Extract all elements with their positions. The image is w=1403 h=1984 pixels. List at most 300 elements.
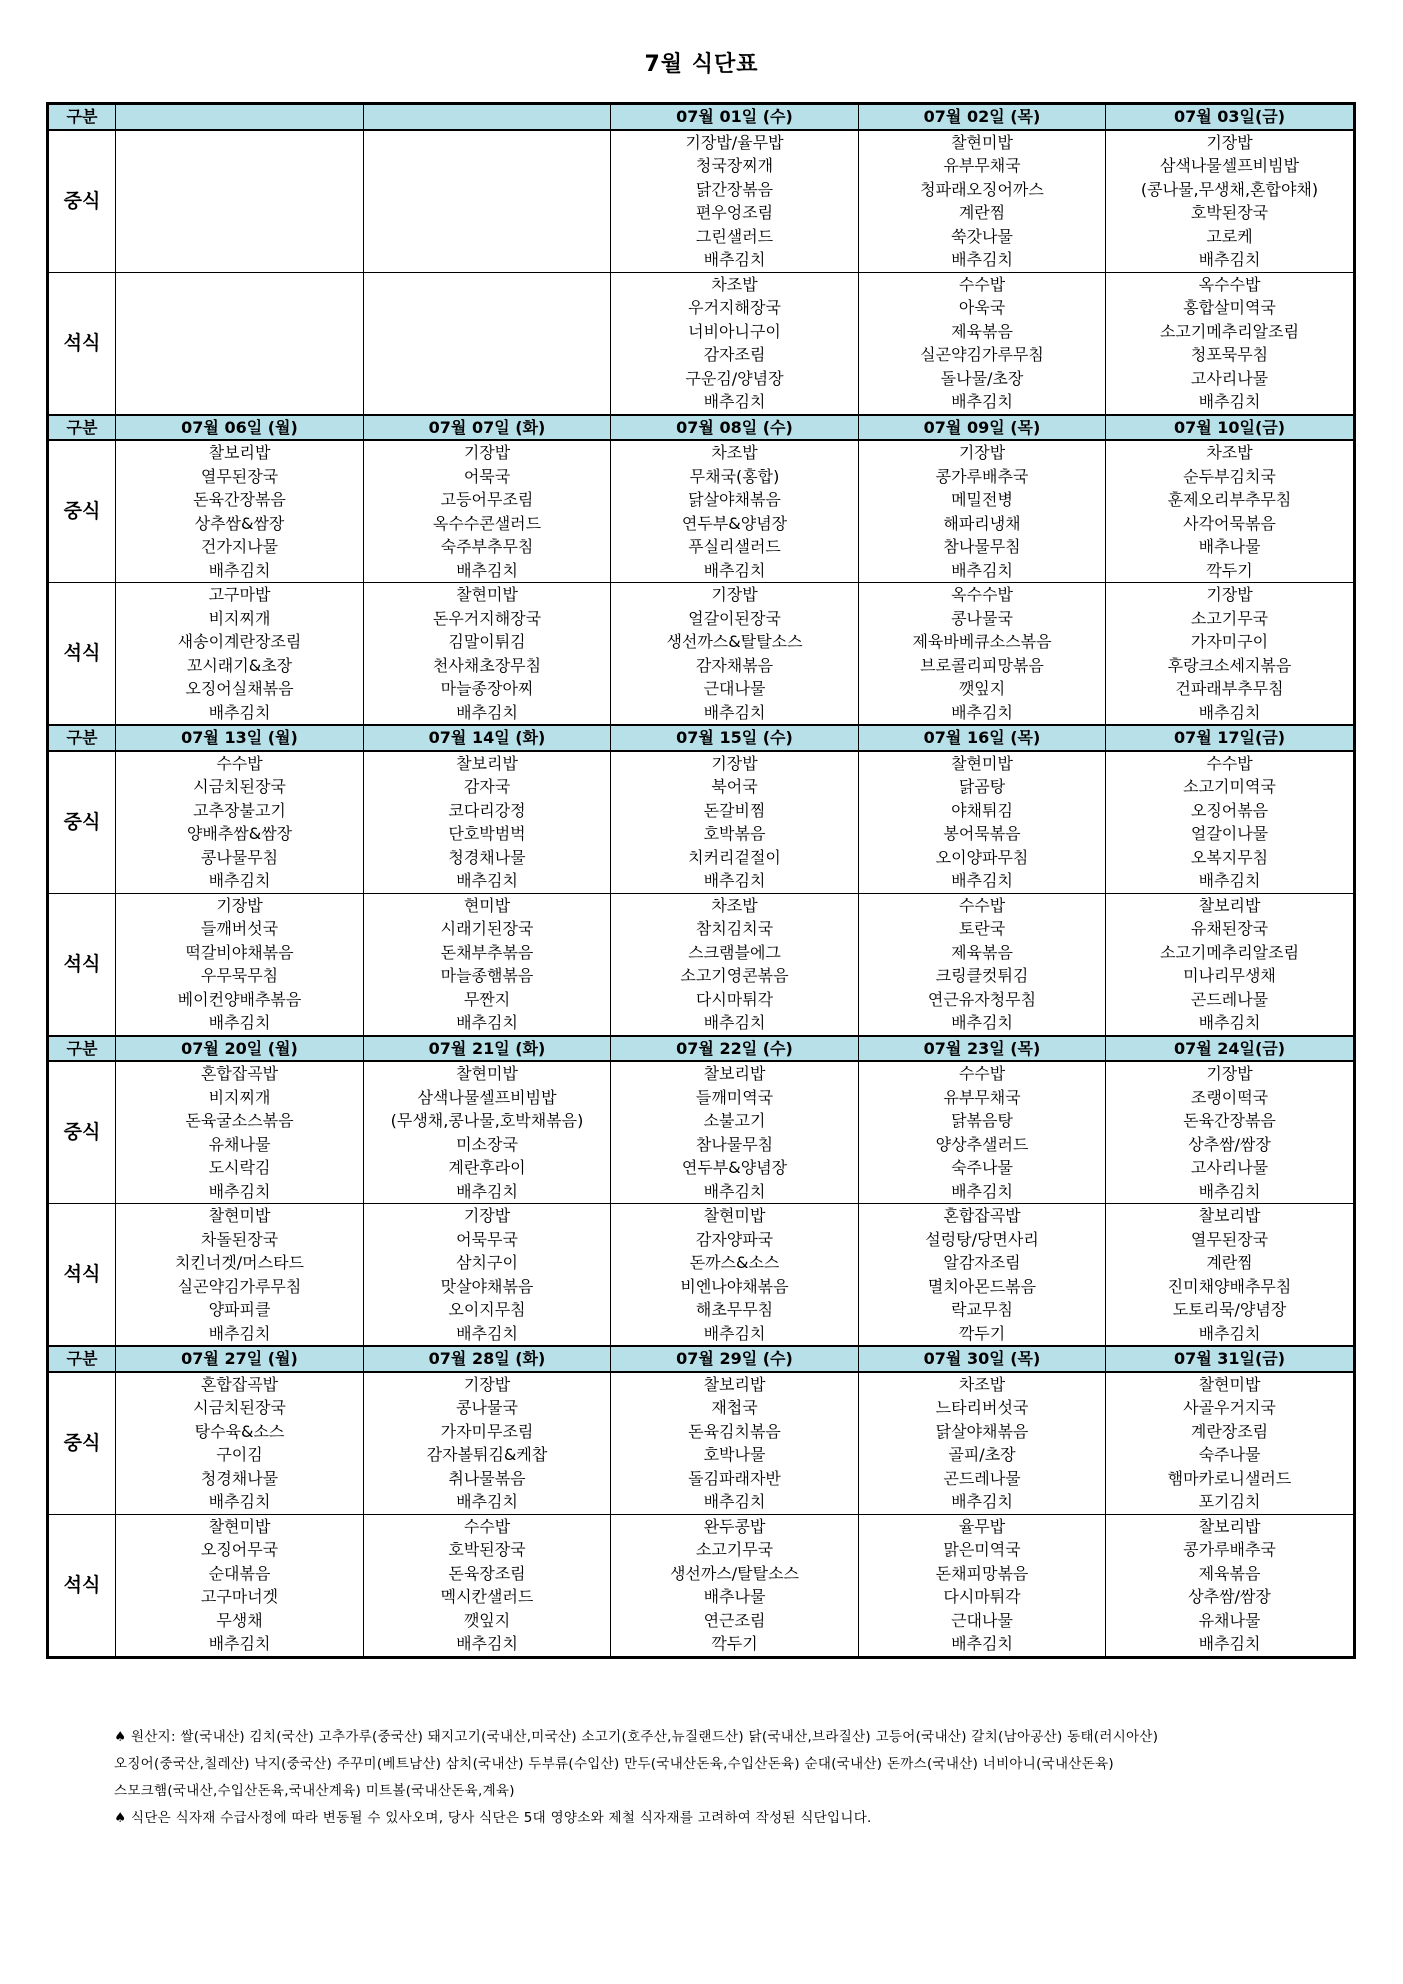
menu-item: 콩나물국 bbox=[364, 1396, 611, 1420]
menu-item bbox=[116, 178, 364, 202]
menu-item: 배추김치 bbox=[611, 1322, 859, 1347]
menu-item: 어묵국 bbox=[364, 465, 611, 489]
menu-item: 배추김치 bbox=[364, 701, 611, 726]
menu-item: 유부무채국 bbox=[859, 1086, 1106, 1110]
menu-item: (무생채,콩나물,호박채볶음) bbox=[364, 1109, 611, 1133]
menu-item: 제육볶음 bbox=[859, 320, 1106, 344]
menu-item: 실곤약김가루무침 bbox=[116, 1275, 364, 1299]
menu-item: 가자미구이 bbox=[1106, 630, 1355, 654]
menu-item: 돈까스&소스 bbox=[611, 1251, 859, 1275]
menu-item: 무짠지 bbox=[364, 988, 611, 1012]
menu-item: 수수밥 bbox=[859, 1061, 1106, 1086]
menu-item: 들깨버섯국 bbox=[116, 917, 364, 941]
menu-row bbox=[48, 320, 1355, 344]
menu-item bbox=[364, 320, 611, 344]
menu-item: 코다리강정 bbox=[364, 799, 611, 823]
menu-item: 시금치된장국 bbox=[116, 1396, 364, 1420]
menu-item: 돌나물/초장 bbox=[859, 367, 1106, 391]
menu-item: 오징어실채볶음 bbox=[116, 677, 364, 701]
menu-item: 배추김치 bbox=[611, 1180, 859, 1204]
menu-item: 열무된장국 bbox=[1106, 1228, 1355, 1252]
menu-item: 깻잎지 bbox=[364, 1609, 611, 1633]
menu-item: 찰보리밥 bbox=[1106, 1514, 1355, 1538]
menu-item: 아욱국 bbox=[859, 296, 1106, 320]
menu-item: 호박된장국 bbox=[1106, 201, 1355, 225]
menu-item: 참나물무침 bbox=[859, 535, 1106, 559]
menu-item: 수수밥 bbox=[364, 1514, 611, 1538]
menu-item: 율무밥 bbox=[859, 1514, 1106, 1538]
menu-item: 배추김치 bbox=[859, 1490, 1106, 1514]
menu-item: 사각어묵볶음 bbox=[1106, 512, 1355, 536]
menu-item: 호박된장국 bbox=[364, 1538, 611, 1562]
menu-row bbox=[48, 941, 1355, 965]
menu-item: 상추쌈/쌈장 bbox=[1106, 1585, 1355, 1609]
menu-item: 기장밥 bbox=[364, 1372, 611, 1397]
menu-item: 기장밥 bbox=[364, 440, 611, 465]
menu-item bbox=[364, 130, 611, 155]
menu-row bbox=[48, 1562, 1355, 1586]
menu-item: 돈육장조림 bbox=[364, 1562, 611, 1586]
date-header: 07월 23일 (목) bbox=[859, 1036, 1106, 1062]
menu-row bbox=[48, 1298, 1355, 1322]
menu-item: 돈갈비찜 bbox=[611, 799, 859, 823]
menu-item: 배추김치 bbox=[611, 701, 859, 726]
menu-item: 천사채초장무침 bbox=[364, 654, 611, 678]
menu-item bbox=[364, 343, 611, 367]
menu-item: 연두부&양념장 bbox=[611, 512, 859, 536]
menu-item: 맑은미역국 bbox=[859, 1538, 1106, 1562]
menu-item: 포기김치 bbox=[1106, 1490, 1355, 1514]
menu-item: 곤드레나물 bbox=[1106, 988, 1355, 1012]
menu-item: 배추나물 bbox=[611, 1585, 859, 1609]
menu-item: 김말이튀김 bbox=[364, 630, 611, 654]
menu-item: 숙주부추무침 bbox=[364, 535, 611, 559]
menu-item: 유부무채국 bbox=[859, 154, 1106, 178]
menu-item: 콩가루배추국 bbox=[1106, 1538, 1355, 1562]
menu-item: 혼합잡곡밥 bbox=[859, 1204, 1106, 1228]
menu-item bbox=[364, 296, 611, 320]
menu-item: 골피/초장 bbox=[859, 1443, 1106, 1467]
menu-item: 다시마튀각 bbox=[611, 988, 859, 1012]
menu-item: 계란후라이 bbox=[364, 1156, 611, 1180]
menu-item: 해파리냉채 bbox=[859, 512, 1106, 536]
menu-item: 배추김치 bbox=[611, 248, 859, 272]
menu-item: 기장밥 bbox=[1106, 583, 1355, 607]
menu-item: 고구마밥 bbox=[116, 583, 364, 607]
menu-item: 옥수수밥 bbox=[1106, 272, 1355, 296]
menu-item: 상추쌈/쌈장 bbox=[1106, 1133, 1355, 1157]
menu-item: 찰현미밥 bbox=[859, 130, 1106, 155]
week-header-row bbox=[48, 1346, 1355, 1372]
menu-item: 그린샐러드 bbox=[611, 225, 859, 249]
menu-row bbox=[48, 1133, 1355, 1157]
menu-item: 돈채부추볶음 bbox=[364, 941, 611, 965]
menu-item: 실곤약김가루무침 bbox=[859, 343, 1106, 367]
menu-item: 배추김치 bbox=[1106, 248, 1355, 272]
date-header: 07월 28일 (화) bbox=[364, 1346, 611, 1372]
menu-item: 수수밥 bbox=[859, 272, 1106, 296]
menu-item: 돈채피망볶음 bbox=[859, 1562, 1106, 1586]
menu-item: 깍두기 bbox=[859, 1322, 1106, 1347]
date-header bbox=[116, 104, 364, 130]
menu-item: 근대나물 bbox=[611, 677, 859, 701]
menu-item bbox=[364, 178, 611, 202]
menu-item: 돈육간장볶음 bbox=[1106, 1109, 1355, 1133]
date-header: 07월 29일 (수) bbox=[611, 1346, 859, 1372]
menu-item bbox=[364, 248, 611, 272]
menu-item: 배추김치 bbox=[1106, 1011, 1355, 1036]
menu-item bbox=[116, 201, 364, 225]
menu-item: 푸실리샐러드 bbox=[611, 535, 859, 559]
menu-item: 닭볶음탕 bbox=[859, 1109, 1106, 1133]
menu-item: 찰보리밥 bbox=[1106, 893, 1355, 917]
menu-item: 순두부김치국 bbox=[1106, 465, 1355, 489]
menu-item: 닭살야채볶음 bbox=[859, 1420, 1106, 1444]
menu-row bbox=[48, 1204, 1355, 1228]
menu-item: 찰보리밥 bbox=[1106, 1204, 1355, 1228]
menu-row bbox=[48, 677, 1355, 701]
menu-item: 소불고기 bbox=[611, 1109, 859, 1133]
menu-item: 찰현미밥 bbox=[116, 1204, 364, 1228]
menu-item: 찰보리밥 bbox=[611, 1372, 859, 1397]
menu-item: 깍두기 bbox=[1106, 559, 1355, 583]
menu-item: 찰현미밥 bbox=[364, 583, 611, 607]
lunch-label: 중식 bbox=[48, 751, 116, 894]
menu-item: 취나물볶음 bbox=[364, 1467, 611, 1491]
menu-item: 훈제오리부추무침 bbox=[1106, 488, 1355, 512]
week-header-row bbox=[48, 415, 1355, 441]
menu-item: 햄마카로니샐러드 bbox=[1106, 1467, 1355, 1491]
menu-item: 기장밥 bbox=[116, 893, 364, 917]
menu-item: 배추김치 bbox=[1106, 1180, 1355, 1204]
menu-item: 편우엉조림 bbox=[611, 201, 859, 225]
menu-item: 양상추샐러드 bbox=[859, 1133, 1106, 1157]
menu-item: 배추김치 bbox=[859, 701, 1106, 726]
menu-item: 마늘종햄볶음 bbox=[364, 964, 611, 988]
menu-item: 청파래오징어까스 bbox=[859, 178, 1106, 202]
menu-item: 조랭이떡국 bbox=[1106, 1086, 1355, 1110]
date-header: 07월 30일 (목) bbox=[859, 1346, 1106, 1372]
menu-item: 감자양파국 bbox=[611, 1228, 859, 1252]
menu-item: 찰현미밥 bbox=[1106, 1372, 1355, 1397]
menu-item: 차조밥 bbox=[1106, 440, 1355, 465]
header-label: 구분 bbox=[48, 725, 116, 751]
menu-item: 홍합살미역국 bbox=[1106, 296, 1355, 320]
menu-item: 배추김치 bbox=[364, 1011, 611, 1036]
menu-item: 감자볼튀김&케찹 bbox=[364, 1443, 611, 1467]
menu-item: 브로콜리피망볶음 bbox=[859, 654, 1106, 678]
menu-item: 청국장찌개 bbox=[611, 154, 859, 178]
menu-item: 생선까스/탈탈소스 bbox=[611, 1562, 859, 1586]
origin-note-line: ♠ 원산지: 쌀(국내산) 김치(국산) 고추가루(중국산) 돼지고기(국내산,미국산) 소고기(호주산,뉴질랜드산) 닭(국내산,브라질산) 고등어(국내산) 갈치(남아공산) 동태(러시아산) bbox=[114, 1729, 1159, 1745]
menu-item: 진미채양배추무침 bbox=[1106, 1275, 1355, 1299]
menu-item: 오징어볶음 bbox=[1106, 799, 1355, 823]
menu-item: 닭간장볶음 bbox=[611, 178, 859, 202]
menu-row bbox=[48, 559, 1355, 583]
menu-item: 소고기메추리알조림 bbox=[1106, 320, 1355, 344]
menu-item: 후랑크소세지볶음 bbox=[1106, 654, 1355, 678]
header-label: 구분 bbox=[48, 1346, 116, 1372]
menu-item: 무채국(홍합) bbox=[611, 465, 859, 489]
menu-item: 콩나물무침 bbox=[116, 846, 364, 870]
menu-row bbox=[48, 225, 1355, 249]
menu-item: 기장밥 bbox=[1106, 1061, 1355, 1086]
menu-item: 찰보리밥 bbox=[116, 440, 364, 465]
menu-item: 계란찜 bbox=[859, 201, 1106, 225]
date-header bbox=[364, 104, 611, 130]
menu-item: 구운김/양념장 bbox=[611, 367, 859, 391]
menu-item: 연근조림 bbox=[611, 1609, 859, 1633]
menu-item: 제육볶음 bbox=[1106, 1562, 1355, 1586]
menu-item: 곤드레나물 bbox=[859, 1467, 1106, 1491]
menu-item: 현미밥 bbox=[364, 893, 611, 917]
menu-item: 열무된장국 bbox=[116, 465, 364, 489]
menu-item: 오복지무침 bbox=[1106, 846, 1355, 870]
menu-item: 소고기미역국 bbox=[1106, 775, 1355, 799]
menu-row bbox=[48, 272, 1355, 296]
menu-row bbox=[48, 465, 1355, 489]
date-header: 07월 02일 (목) bbox=[859, 104, 1106, 130]
menu-row bbox=[48, 1420, 1355, 1444]
menu-item: 차조밥 bbox=[611, 440, 859, 465]
menu-item: 계란장조림 bbox=[1106, 1420, 1355, 1444]
menu-item: 삼치구이 bbox=[364, 1251, 611, 1275]
menu-item: 도시락김 bbox=[116, 1156, 364, 1180]
menu-item: 건파래부추무침 bbox=[1106, 677, 1355, 701]
menu-item: 콩가루배추국 bbox=[859, 465, 1106, 489]
menu-row bbox=[48, 1490, 1355, 1514]
menu-item: 배추김치 bbox=[611, 559, 859, 583]
date-header: 07월 13일 (월) bbox=[116, 725, 364, 751]
menu-row bbox=[48, 1514, 1355, 1538]
menu-item: 스크램블에그 bbox=[611, 941, 859, 965]
menu-row bbox=[48, 775, 1355, 799]
menu-item: 혼합잡곡밥 bbox=[116, 1061, 364, 1086]
menu-row bbox=[48, 1011, 1355, 1036]
week-header-row bbox=[48, 104, 1355, 130]
menu-item bbox=[116, 248, 364, 272]
menu-row bbox=[48, 178, 1355, 202]
menu-item: 고구마너겟 bbox=[116, 1585, 364, 1609]
date-header: 07월 14일 (화) bbox=[364, 725, 611, 751]
menu-item: 돈육간장볶음 bbox=[116, 488, 364, 512]
menu-item: 계란찜 bbox=[1106, 1251, 1355, 1275]
menu-item: 어묵무국 bbox=[364, 1228, 611, 1252]
menu-item: 맛살야채볶음 bbox=[364, 1275, 611, 1299]
dinner-label: 석식 bbox=[48, 272, 116, 415]
menu-item bbox=[364, 367, 611, 391]
menu-item: 오이지무침 bbox=[364, 1298, 611, 1322]
menu-item: 찰보리밥 bbox=[364, 751, 611, 776]
menu-row bbox=[48, 1109, 1355, 1133]
lunch-label: 중식 bbox=[48, 440, 116, 583]
menu-item: 배추김치 bbox=[364, 869, 611, 893]
menu-item: 돈육굴소스볶음 bbox=[116, 1109, 364, 1133]
menu-row bbox=[48, 367, 1355, 391]
menu-item: 배추김치 bbox=[1106, 701, 1355, 726]
menu-item: 기장밥 bbox=[611, 583, 859, 607]
menu-item: 숙주나물 bbox=[1106, 1443, 1355, 1467]
menu-item: 우거지해장국 bbox=[611, 296, 859, 320]
menu-row bbox=[48, 440, 1355, 465]
menu-item: 야채튀김 bbox=[859, 799, 1106, 823]
menu-item: 꼬시래기&초장 bbox=[116, 654, 364, 678]
menu-row bbox=[48, 822, 1355, 846]
menu-row bbox=[48, 917, 1355, 941]
menu-item: 돈우거지해장국 bbox=[364, 607, 611, 631]
menu-item: 숙주나물 bbox=[859, 1156, 1106, 1180]
menu-item: 참나물무침 bbox=[611, 1133, 859, 1157]
menu-item: 토란국 bbox=[859, 917, 1106, 941]
menu-item: 양파피클 bbox=[116, 1298, 364, 1322]
menu-item: 배추김치 bbox=[859, 1011, 1106, 1036]
date-header: 07월 31일(금) bbox=[1106, 1346, 1355, 1372]
menu-row bbox=[48, 1061, 1355, 1086]
menu-item: 마늘종장아찌 bbox=[364, 677, 611, 701]
menu-item: 연근유자청무침 bbox=[859, 988, 1106, 1012]
menu-row bbox=[48, 390, 1355, 415]
menu-item bbox=[364, 154, 611, 178]
menu-item: 배추김치 bbox=[116, 559, 364, 583]
menu-item: 깻잎지 bbox=[859, 677, 1106, 701]
menu-item: 멸치아몬드볶음 bbox=[859, 1275, 1106, 1299]
menu-item: 돌김파래자반 bbox=[611, 1467, 859, 1491]
menu-item: 새송이계란장조림 bbox=[116, 630, 364, 654]
date-header: 07월 09일 (목) bbox=[859, 415, 1106, 441]
lunch-label: 중식 bbox=[48, 130, 116, 273]
dinner-label: 석식 bbox=[48, 583, 116, 726]
menu-item: 배추김치 bbox=[116, 869, 364, 893]
menu-item: 제육볶음 bbox=[859, 941, 1106, 965]
menu-item: 배추김치 bbox=[1106, 390, 1355, 415]
menu-item: 배추김치 bbox=[116, 1632, 364, 1657]
menu-item: 배추김치 bbox=[364, 1322, 611, 1347]
lunch-label: 중식 bbox=[48, 1372, 116, 1515]
menu-item: 배추김치 bbox=[859, 1632, 1106, 1657]
menu-item: 차조밥 bbox=[859, 1372, 1106, 1397]
menu-item: 사골우거지국 bbox=[1106, 1396, 1355, 1420]
menu-row bbox=[48, 248, 1355, 272]
menu-item: 참치김치국 bbox=[611, 917, 859, 941]
menu-row bbox=[48, 1156, 1355, 1180]
menu-item: 배추김치 bbox=[859, 248, 1106, 272]
menu-item: 배추김치 bbox=[116, 1180, 364, 1204]
menu-row bbox=[48, 1180, 1355, 1204]
menu-item: 찰현미밥 bbox=[859, 751, 1106, 776]
menu-row bbox=[48, 130, 1355, 155]
menu-item bbox=[364, 390, 611, 415]
menu-item: 찰현미밥 bbox=[116, 1514, 364, 1538]
menu-item: 배추김치 bbox=[116, 1322, 364, 1347]
menu-item bbox=[116, 272, 364, 296]
date-header: 07월 15일 (수) bbox=[611, 725, 859, 751]
origin-note-line: 스모크햄(국내산,수입산돈육,국내산계육) 미트볼(국내산돈육,계육) bbox=[114, 1783, 515, 1799]
menu-row bbox=[48, 607, 1355, 631]
menu-item: 찰현미밥 bbox=[364, 1061, 611, 1086]
menu-item: (콩나물,무생채,혼합야채) bbox=[1106, 178, 1355, 202]
menu-item: 소고기무국 bbox=[1106, 607, 1355, 631]
menu-item: 감자국 bbox=[364, 775, 611, 799]
dinner-label: 석식 bbox=[48, 1204, 116, 1347]
menu-item: 배추김치 bbox=[1106, 1322, 1355, 1347]
menu-row bbox=[48, 1632, 1355, 1657]
menu-item: 차조밥 bbox=[611, 272, 859, 296]
menu-row bbox=[48, 1228, 1355, 1252]
menu-row bbox=[48, 1372, 1355, 1397]
menu-item bbox=[116, 367, 364, 391]
menu-item: 청경채나물 bbox=[364, 846, 611, 870]
menu-item bbox=[116, 320, 364, 344]
menu-item: 북어국 bbox=[611, 775, 859, 799]
menu-item: 떡갈비야채볶음 bbox=[116, 941, 364, 965]
menu-item: 순대볶음 bbox=[116, 1562, 364, 1586]
menu-item: 삼색나물셀프비빔밥 bbox=[364, 1086, 611, 1110]
menu-item: 수수밥 bbox=[116, 751, 364, 776]
menu-item: 배추김치 bbox=[116, 1011, 364, 1036]
menu-item: 청경채나물 bbox=[116, 1467, 364, 1491]
menu-row bbox=[48, 488, 1355, 512]
menu-row bbox=[48, 846, 1355, 870]
menu-item: 시금치된장국 bbox=[116, 775, 364, 799]
menu-row bbox=[48, 154, 1355, 178]
menu-item: 수수밥 bbox=[1106, 751, 1355, 776]
menu-item: 유채나물 bbox=[1106, 1609, 1355, 1633]
menu-item: 건가지나물 bbox=[116, 535, 364, 559]
menu-item: 기장밥 bbox=[859, 440, 1106, 465]
menu-item bbox=[116, 154, 364, 178]
menu-item: 메밀전병 bbox=[859, 488, 1106, 512]
menu-item: 깍두기 bbox=[611, 1632, 859, 1657]
menu-item: 너비아니구이 bbox=[611, 320, 859, 344]
menu-item bbox=[364, 272, 611, 296]
menu-item: 고추장불고기 bbox=[116, 799, 364, 823]
header-label: 구분 bbox=[48, 1036, 116, 1062]
menu-item: 돈육김치볶음 bbox=[611, 1420, 859, 1444]
menu-item: 호박나물 bbox=[611, 1443, 859, 1467]
menu-item: 오이양파무침 bbox=[859, 846, 1106, 870]
menu-item: 배추김치 bbox=[859, 390, 1106, 415]
menu-item: 옥수수콘샐러드 bbox=[364, 512, 611, 536]
menu-item: 미나리무생채 bbox=[1106, 964, 1355, 988]
menu-item: 시래기된장국 bbox=[364, 917, 611, 941]
date-header: 07월 24일(금) bbox=[1106, 1036, 1355, 1062]
menu-item: 다시마튀각 bbox=[859, 1585, 1106, 1609]
dinner-label: 석식 bbox=[48, 893, 116, 1036]
menu-table bbox=[46, 102, 1356, 1659]
menu-item: 찰현미밥 bbox=[611, 1204, 859, 1228]
menu-item: 락교무침 bbox=[859, 1298, 1106, 1322]
menu-row bbox=[48, 1443, 1355, 1467]
menu-row bbox=[48, 512, 1355, 536]
menu-row bbox=[48, 751, 1355, 776]
date-header: 07월 08일 (수) bbox=[611, 415, 859, 441]
menu-row bbox=[48, 1275, 1355, 1299]
menu-item: 오징어무국 bbox=[116, 1538, 364, 1562]
menu-row bbox=[48, 1538, 1355, 1562]
menu-item bbox=[116, 225, 364, 249]
menu-row bbox=[48, 583, 1355, 607]
menu-item: 우무묵무침 bbox=[116, 964, 364, 988]
menu-item: 배추김치 bbox=[611, 390, 859, 415]
menu-item: 들깨미역국 bbox=[611, 1086, 859, 1110]
menu-item: 베이컨양배추볶음 bbox=[116, 988, 364, 1012]
menu-item: 근대나물 bbox=[859, 1609, 1106, 1633]
menu-item bbox=[116, 296, 364, 320]
menu-row bbox=[48, 1396, 1355, 1420]
date-header: 07월 01일 (수) bbox=[611, 104, 859, 130]
menu-item bbox=[364, 225, 611, 249]
menu-item: 닭곰탕 bbox=[859, 775, 1106, 799]
